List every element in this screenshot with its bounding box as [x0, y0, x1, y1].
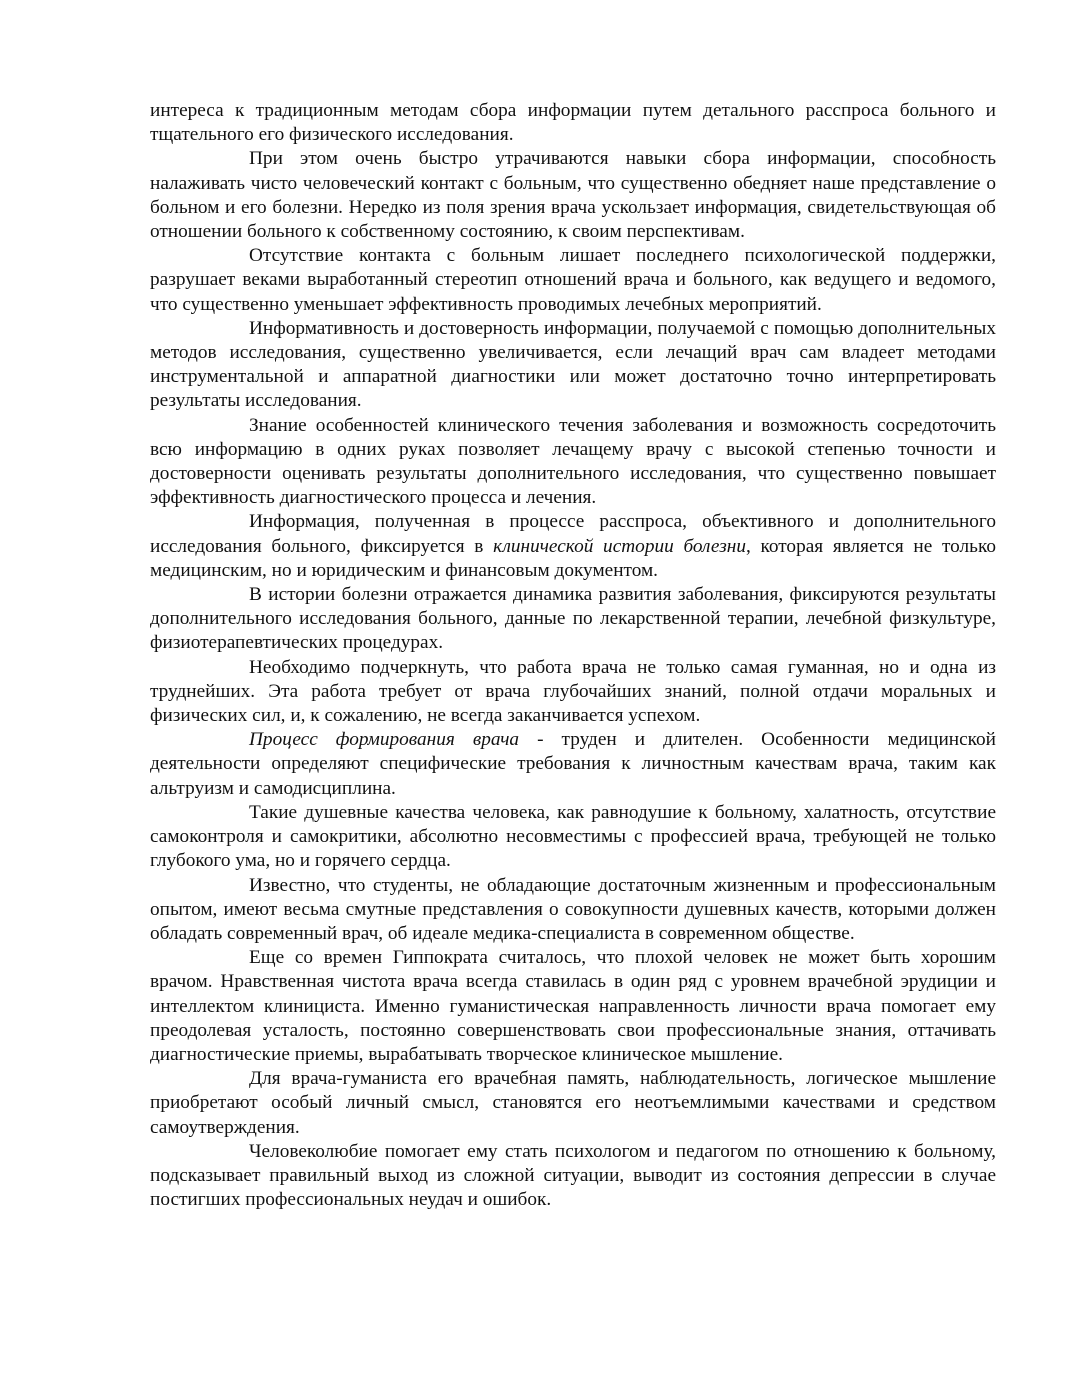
- paragraph-14: Человеколюбие помогает ему стать психологом и педагогом по отношению к больному, подсказывает правильный выход из сложной ситуации, выводит из состояния депрессии в случае постигших профессиональных неудач и ошибок.: [150, 1140, 996, 1211]
- paragraph-13: Для врача-гуманиста его врачебная память, наблюдательность, логическое мышление приобретают особый личный смысл, становятся его неотъемлимыми качествами и средством самоутверждения.: [150, 1068, 996, 1138]
- paragraph-2: При этом очень быстро утрачиваются навыки сбора информации, способность налаживать чисто человеческий контакт с больным, что существенно обедняет наше представление о больном и его болезни. Нередко из поля зрения врача ускользает информация, свидетельствующая об отношении больного к собственному состоянию, к своим перспективам.: [150, 148, 996, 243]
- paragraph-11: Известно, что студенты, не обладающие достаточным жизненным и профессиональным опытом, имеют весьма смутные представления о совокупности душевных качеств, которыми должен обладать современный врач, об идеале медика-специалиста в современном обществе.: [150, 874, 996, 944]
- paragraph-9: [150, 728, 996, 801]
- paragraph-9-text-after: - труден и длителен. Особенности медицинской деятельности определяют специфические требования к личностным качествам врача, таким как альтруизм и самодисциплина.: [150, 729, 996, 799]
- paragraph-8: Необходимо подчеркнуть, что работа врача не только самая гуманная, но и одна из труднейших. Эта работа требует от врача глубочайших знаний, полной отдачи моральных и физических сил, и, к сожалению, не всегда заканчивается успехом.: [150, 656, 996, 727]
- paragraph-9-italic-term: Процесс формирования врача: [249, 729, 520, 751]
- paragraph-5: Знание особенностей клинического течения заболевания и возможность сосредоточить всю информацию в одних руках позволяет лечащему врачу с высокой степенью точности и достоверности оценивать результаты дополнительного исследования, что существенно повышает эффективность диагностического процесса и лечения.: [150, 414, 996, 509]
- paragraph-6: [150, 510, 996, 583]
- paragraph-6-italic-term: клинической истории болезни: [493, 535, 746, 557]
- paragraph-12: Еще со времен Гиппократа считалось, что плохой человек не может быть хорошим врачом. Нравственная чистота врача всегда ставилась в один ряд с уровнем врачебной эрудиции и интеллектом клинициста. Именно гуманистическая направленность личности врача помогает ему преодолевая усталость, постоянно совершенствовать свои профессиональные знания, оттачивать диагностические приемы, вырабатывать творческое клиническое мышление.: [150, 947, 996, 1065]
- document-body: [150, 99, 996, 1212]
- paragraph-1: интереса к традиционным методам сбора информации путем детального расспроса больного и тщательного его физического исследования.: [150, 100, 996, 146]
- paragraph-6-text-before: Информация, полученная в процессе расспроса, объективного и дополнительного исследования больного, фиксируется в: [150, 511, 996, 557]
- paragraph-3: Отсутствие контакта с больным лишает последнего психологической поддержки, разрушает веками выработанный стереотип отношений врача и больного, как ведущего и ведомого, что существенно уменьшает эффективность проводимых лечебных мероприятий.: [150, 245, 996, 315]
- paragraph-4: Информативность и достоверность информации, получаемой с помощью дополнительных методов исследования, существенно увеличивается, если лечащий врач сам владеет методами инструментальной и аппаратной диагностики или может достаточно точно интерпретировать результаты исследования.: [150, 317, 996, 412]
- paragraph-7: В истории болезни отражается динамика развития заболевания, фиксируются результаты дополнительного исследования больного, данные по лекарственной терапии, лечебной физкультуре, физиотерапевтических процедурах.: [150, 584, 996, 654]
- paragraph-6-text-after: , которая является не только медицинским, но и юридическим и финансовым документом.: [150, 535, 996, 581]
- paragraph-10: Такие душевные качества человека, как равнодушие к больному, халатность, отсутствие самоконтроля и самокритики, абсолютно несовместимы с профессией врача, требующей не только глубокого ума, но и горячего сердца.: [150, 801, 996, 872]
